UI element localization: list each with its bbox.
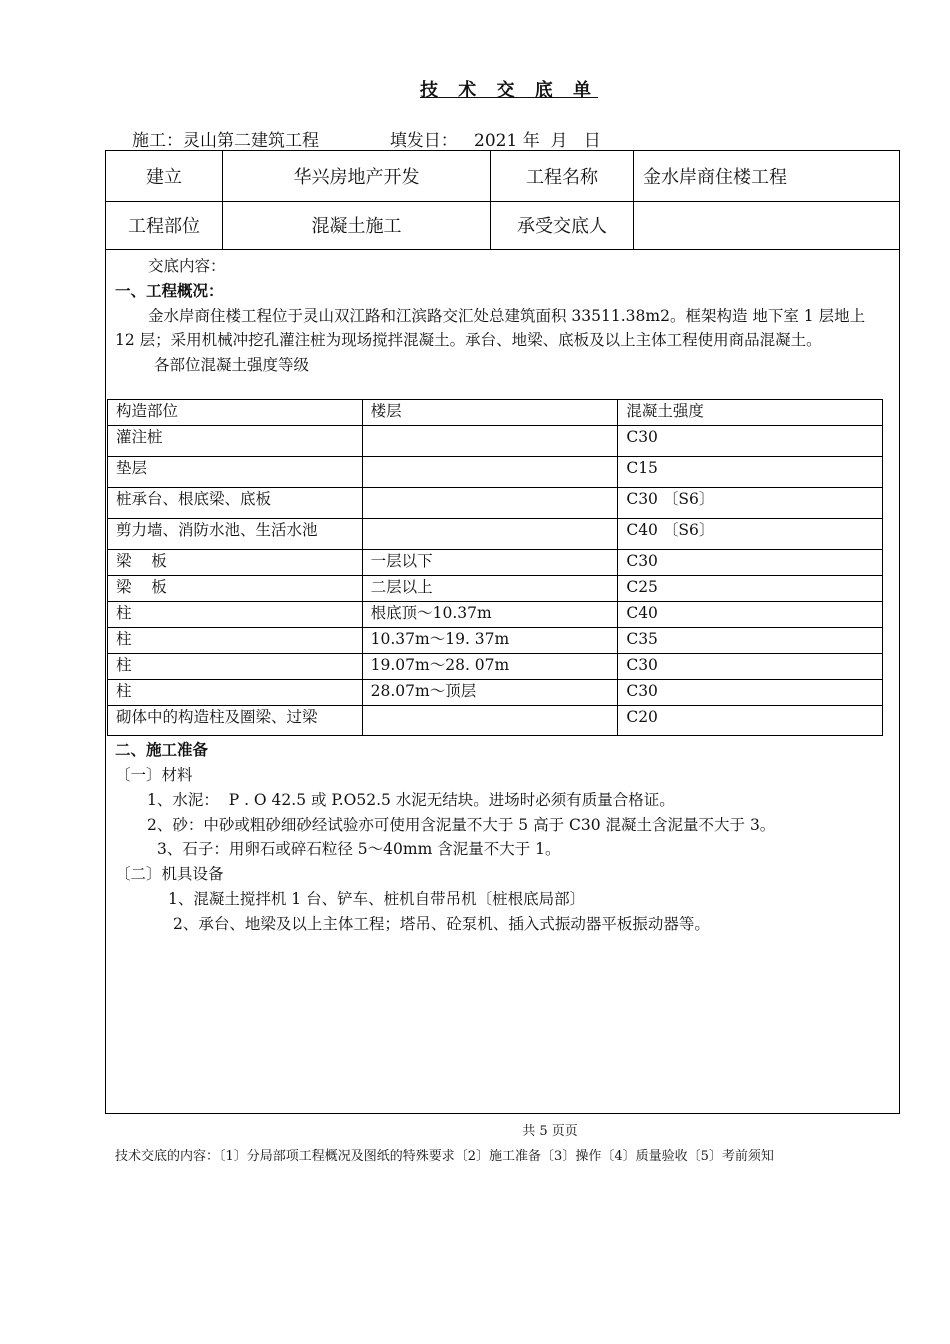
table-cell: C40 [618,602,883,628]
table-row [108,488,883,519]
table-row [108,654,883,680]
table-cell: 灌注桩 [108,426,363,457]
equipment-2: 2、承台、地梁及以上主体工程；塔吊、砼泵机、插入式振动器平板振动器等。 [173,915,710,933]
table-row [108,706,883,736]
table-cell: C40 〔S6〕 [618,519,883,550]
table-cell: 10.37m～19. 37m [362,628,618,654]
material-cement: 1、水泥： P . O 42.5 或 P.O52.5 水泥无结块。进场时必须有质量合格证。 [147,791,675,809]
info-row-2 [106,201,899,250]
value-builder: 华兴房地产开发 [223,151,491,201]
equipment-1: 1、混凝土搅拌机 1 台、铲车、桩机自带吊机〔桩根底局部〕 [168,890,586,908]
section2-heading: 二、施工准备 [115,740,209,759]
subsection-equipment: 〔二〕机具设备 [115,865,224,883]
table-cell: 梁 板 [108,550,363,576]
table-cell: 柱 [108,654,363,680]
table-cell [362,519,618,550]
table-cell: 二层以上 [362,576,618,602]
table-cell: C20 [618,706,883,736]
table-cell: C30 [618,550,883,576]
label-builder: 建立 [106,151,223,201]
table-header-row [108,400,883,426]
table-cell: C35 [618,628,883,654]
table-cell [362,426,618,457]
table-cell: 柱 [108,628,363,654]
material-stone: 3、石子：用卵石或碎石粒径 5～40mm 含泥量不大于 1。 [157,840,561,858]
table-cell: 柱 [108,602,363,628]
concrete-grade-table [107,399,883,736]
header-line [132,126,601,151]
table-cell: C30 [618,426,883,457]
document-title: 技 术 交 底 单 [419,80,599,101]
table-cell: 剪力墙、消防水池、生活水池 [108,519,363,550]
table-row [108,426,883,457]
value-project-name: 金水岸商住楼工程 [643,167,787,188]
table-cell: 桩承台、根底梁、底板 [108,488,363,519]
issue-date: 填发日： 2021 年 月 日 [389,131,601,151]
table-cell: 一层以下 [362,550,618,576]
footer-note: 技术交底的内容：〔1〕分局部项工程概况及图纸的特殊要求〔2〕施工准备〔3〕操作〔4〕质量验收〔5〕考前须知 [115,1149,774,1164]
table-cell [362,706,618,736]
table-cell: C15 [618,457,883,488]
table-cell [362,457,618,488]
label-project-name: 工程名称 [491,151,634,201]
overview-line-1: 金水岸商住楼工程位于灵山双江路和江滨路交汇处总建筑面积 33511.38m2。框架构造 地下室 1 层地上 [148,307,866,325]
table-cell: C30 〔S6〕 [618,488,883,519]
content-label: 交底内容： [148,257,226,275]
table-cell: 19.07m～28. 07m [362,654,618,680]
table-row [108,628,883,654]
table-row [108,550,883,576]
section1-heading: 一、工程概况： [115,281,224,300]
table-header: 构造部位 [108,400,363,426]
table-row [108,602,883,628]
table-row [108,457,883,488]
value-project-part: 混凝土施工 [223,201,491,249]
construction-unit: 施工：灵山第二建筑工程 [132,131,319,151]
table-cell: 砌体中的构造柱及圈梁、过梁 [108,706,363,736]
table-row [108,576,883,602]
table-cell: C30 [618,654,883,680]
label-project-part: 工程部位 [106,201,223,249]
table-row [108,519,883,550]
table-cell: 柱 [108,680,363,706]
table-cell: 根底顶～10.37m [362,602,618,628]
table-header: 混凝土强度 [618,400,883,426]
table-cell: 梁 板 [108,576,363,602]
info-row-1 [106,151,899,202]
page-count: 共 5 页页 [522,1124,578,1139]
table-cell: C25 [618,576,883,602]
form-frame [105,150,900,1114]
grade-caption: 各部位混凝土强度等级 [154,356,310,374]
table-cell: 28.07m～顶层 [362,680,618,706]
table-row [108,680,883,706]
table-cell: 垫层 [108,457,363,488]
subsection-materials: 〔一〕材料 [115,766,193,784]
material-sand: 2、砂：中砂或粗砂细砂经试验亦可使用含泥量不大于 5 高于 C30 混凝土含泥量不大于 3。 [147,816,776,834]
table-cell [362,488,618,519]
value-recipient [634,201,899,249]
overview-line-2: 12 层；采用机械冲挖孔灌注桩为现场搅拌混凝土。承台、地梁、底板及以上主体工程使用商品混凝土。 [115,331,822,349]
table-header: 楼层 [362,400,618,426]
label-recipient: 承受交底人 [491,201,634,249]
table-cell: C30 [618,680,883,706]
